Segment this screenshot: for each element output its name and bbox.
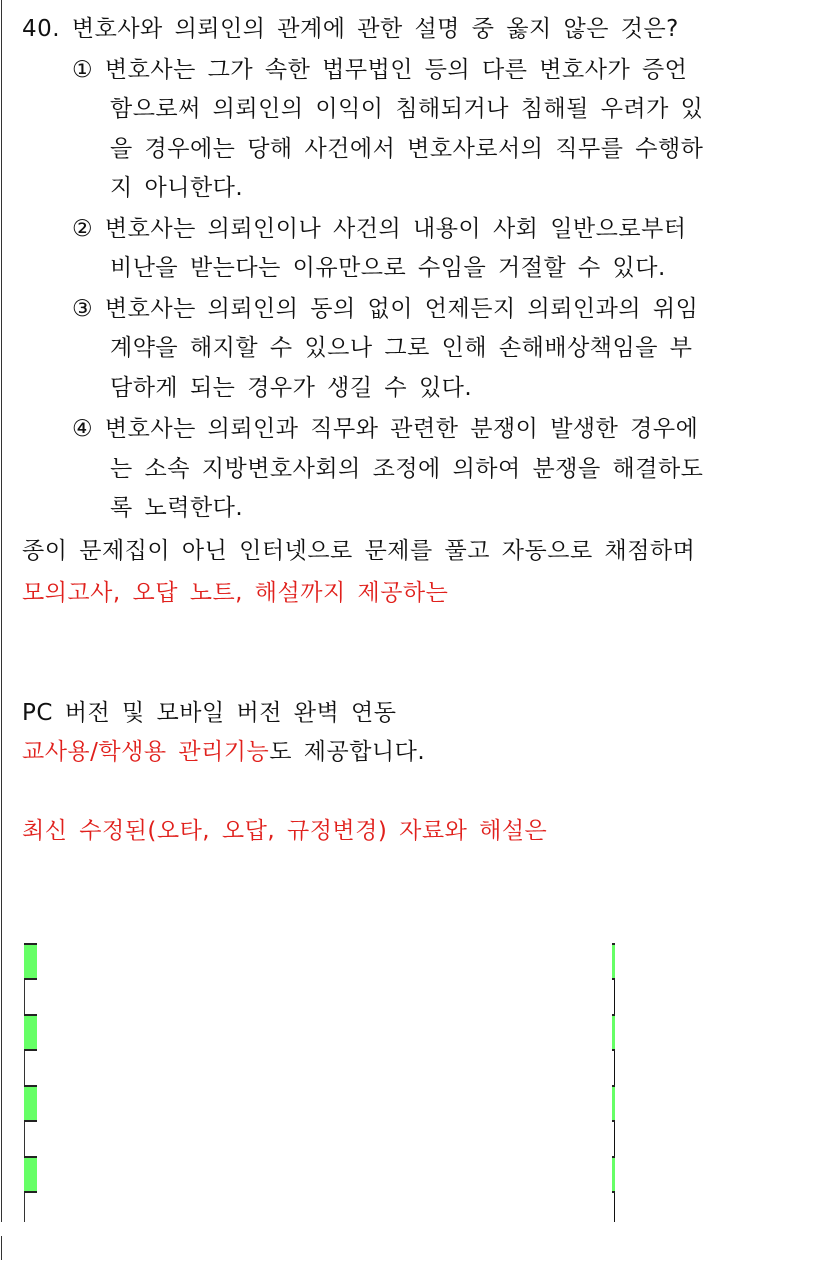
option-1-line: 함으로써 의뢰인의 이익이 침해되거나 침해될 우려가 있 xyxy=(110,96,704,122)
option-2-line: ② 변호사는 의뢰인이나 사건의 내용이 사회 일반으로부터 xyxy=(72,216,687,242)
option-1-line: 지 아니한다. xyxy=(110,175,244,201)
promo-line-4-rest: 도 제공합니다. xyxy=(269,739,426,765)
green-marker xyxy=(24,1085,37,1122)
promo-line-3: PC 버전 및 모바일 버전 완벽 연동 xyxy=(22,700,397,726)
option-3-line: ③ 변호사는 의뢰인의 동의 없이 언제든지 의뢰인과의 위임 xyxy=(72,296,699,322)
green-marker xyxy=(612,1014,615,1051)
left-border xyxy=(1,0,2,1222)
green-marker xyxy=(24,1156,37,1193)
promo-line-5: 최신 수정된(오타, 오답, 규정변경) 자료와 해설은 xyxy=(22,818,548,844)
promo-line-2: 모의고사, 오답 노트, 해설까지 제공하는 xyxy=(22,580,449,606)
option-3-line: 계약을 해지할 수 있으나 그로 인해 손해배상책임을 부 xyxy=(110,335,693,361)
promo-line-4 xyxy=(22,737,425,767)
green-marker xyxy=(612,1085,615,1122)
option-4-line: 는 소속 지방변호사회의 조정에 의하여 분쟁을 해결하도 xyxy=(110,456,704,482)
green-marker xyxy=(24,1014,37,1051)
promo-line-1: 종이 문제집이 아닌 인터넷으로 문제를 풀고 자동으로 채점하며 xyxy=(22,538,696,564)
left-border-fragment xyxy=(1,1236,2,1260)
option-2-line: 비난을 받는다는 이유만으로 수임을 거절할 수 있다. xyxy=(110,255,666,281)
option-4-line: 록 노력한다. xyxy=(110,495,244,521)
green-marker xyxy=(612,943,615,980)
green-marker xyxy=(24,943,37,980)
option-3-line: 담하게 되는 경우가 생길 수 있다. xyxy=(110,375,473,401)
option-1-line: ① 변호사는 그가 속한 법무법인 등의 다른 변호사가 증언 xyxy=(72,57,688,83)
promo-line-4-highlight: 교사용/학생용 관리기능 xyxy=(22,739,270,765)
option-1-line: 을 경우에는 당해 사건에서 변호사로서의 직무를 수행하 xyxy=(110,136,704,162)
green-marker xyxy=(612,1156,615,1193)
option-4-line: ④ 변호사는 의뢰인과 직무와 관련한 분쟁이 발생한 경우에 xyxy=(72,416,699,442)
question-title: 40. 변호사와 의뢰인의 관계에 관한 설명 중 옳지 않은 것은? xyxy=(22,16,679,42)
